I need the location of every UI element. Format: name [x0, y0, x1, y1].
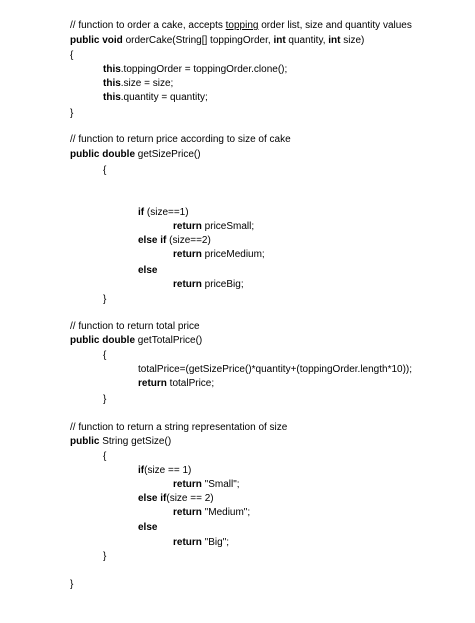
code-text: getTotalPrice() — [135, 335, 203, 346]
code-keyword: else — [138, 493, 158, 504]
code-line — [70, 20, 412, 32]
code-line — [138, 265, 157, 277]
code-line — [138, 522, 157, 534]
code-keyword: public — [70, 436, 100, 447]
code-line — [173, 537, 229, 549]
code-keyword: else — [138, 235, 158, 246]
code-text: priceBig; — [201, 279, 244, 290]
code-line — [103, 78, 173, 90]
code-text: // function to return a string representation of size — [70, 422, 288, 433]
code-text: quantity, — [285, 35, 329, 46]
code-text: } — [103, 551, 107, 562]
code-line — [70, 149, 201, 161]
code-keyword: if — [138, 207, 145, 218]
code-line — [70, 335, 202, 347]
code-keyword: return — [173, 537, 202, 548]
code-text: // function to order a cake, accepts — [70, 20, 226, 31]
code-text: { — [103, 165, 107, 176]
code-text: totalPrice=(getSizePrice()*quantity+(toppingOrder.length*10)); — [138, 364, 413, 375]
code-keyword: else — [138, 522, 158, 533]
code-text: priceMedium; — [201, 249, 265, 260]
code-keyword: this — [103, 78, 121, 89]
code-line — [138, 465, 191, 477]
code-text: (size == 1) — [144, 465, 192, 476]
code-keyword: if — [160, 235, 167, 246]
code-text: (size==2) — [166, 235, 211, 246]
code-line — [138, 364, 412, 376]
code-line — [103, 394, 106, 406]
code-text: orderCake(String[] toppingOrder, — [122, 35, 274, 46]
code-keyword: return — [138, 378, 167, 389]
code-text: .size = size; — [120, 78, 174, 89]
code-line — [173, 221, 254, 233]
code-text: order list, size and quantity values — [258, 20, 412, 31]
code-text: { — [103, 350, 107, 361]
code-text: "Small"; — [201, 479, 240, 490]
code-line — [70, 108, 73, 120]
code-keyword: this — [103, 64, 121, 75]
code-line — [103, 165, 106, 177]
code-text: "Medium"; — [201, 507, 251, 518]
code-line — [138, 235, 211, 247]
code-line — [70, 436, 171, 448]
code-line — [138, 493, 214, 505]
code-keyword: public — [70, 335, 100, 346]
code-text: "Big"; — [201, 537, 230, 548]
code-text: getSizePrice() — [135, 149, 201, 160]
code-keyword: double — [102, 149, 136, 160]
code-keyword: return — [173, 221, 202, 232]
code-text: // function to return total price — [70, 321, 200, 332]
code-keyword: int — [328, 35, 341, 46]
code-text: } — [70, 108, 74, 119]
code-keyword: int — [273, 35, 286, 46]
code-text: String getSize() — [99, 436, 172, 447]
code-line — [70, 422, 287, 434]
code-keyword: if — [160, 493, 167, 504]
code-line — [103, 551, 106, 563]
code-text: { — [103, 451, 107, 462]
code-text: } — [103, 294, 107, 305]
code-line — [103, 294, 106, 306]
code-line — [173, 507, 250, 519]
code-line — [173, 249, 265, 261]
code-text: size) — [340, 35, 365, 46]
code-text: // function to return price according to size of cake — [70, 134, 291, 145]
code-keyword: return — [173, 507, 202, 518]
code-line — [103, 92, 208, 104]
code-keyword: double — [102, 335, 136, 346]
code-line — [70, 35, 364, 47]
code-keyword: return — [173, 279, 202, 290]
code-line — [173, 279, 244, 291]
code-text: (size==1) — [144, 207, 189, 218]
code-line — [173, 479, 240, 491]
code-line — [103, 451, 106, 463]
code-text: } — [70, 579, 74, 590]
code-underlined-word: topping — [225, 20, 259, 31]
code-line — [70, 321, 200, 333]
code-keyword: public — [70, 149, 100, 160]
code-text: { — [70, 50, 74, 61]
code-keyword: public — [70, 35, 100, 46]
code-text: .quantity = quantity; — [120, 92, 208, 103]
code-keyword: return — [173, 249, 202, 260]
code-text: (size == 2) — [166, 493, 214, 504]
code-text: priceSmall; — [201, 221, 255, 232]
code-line — [138, 378, 214, 390]
code-line — [70, 134, 291, 146]
code-keyword: this — [103, 92, 121, 103]
code-keyword: return — [173, 479, 202, 490]
code-line — [138, 207, 189, 219]
code-keyword: void — [102, 35, 123, 46]
code-keyword: if — [138, 465, 145, 476]
code-text: .toppingOrder = toppingOrder.clone(); — [120, 64, 288, 75]
code-line — [103, 350, 106, 362]
code-line — [70, 579, 73, 591]
code-text: totalPrice; — [166, 378, 215, 389]
code-text: } — [103, 394, 107, 405]
code-keyword: else — [138, 265, 158, 276]
code-line — [103, 64, 287, 76]
code-line — [70, 50, 73, 62]
